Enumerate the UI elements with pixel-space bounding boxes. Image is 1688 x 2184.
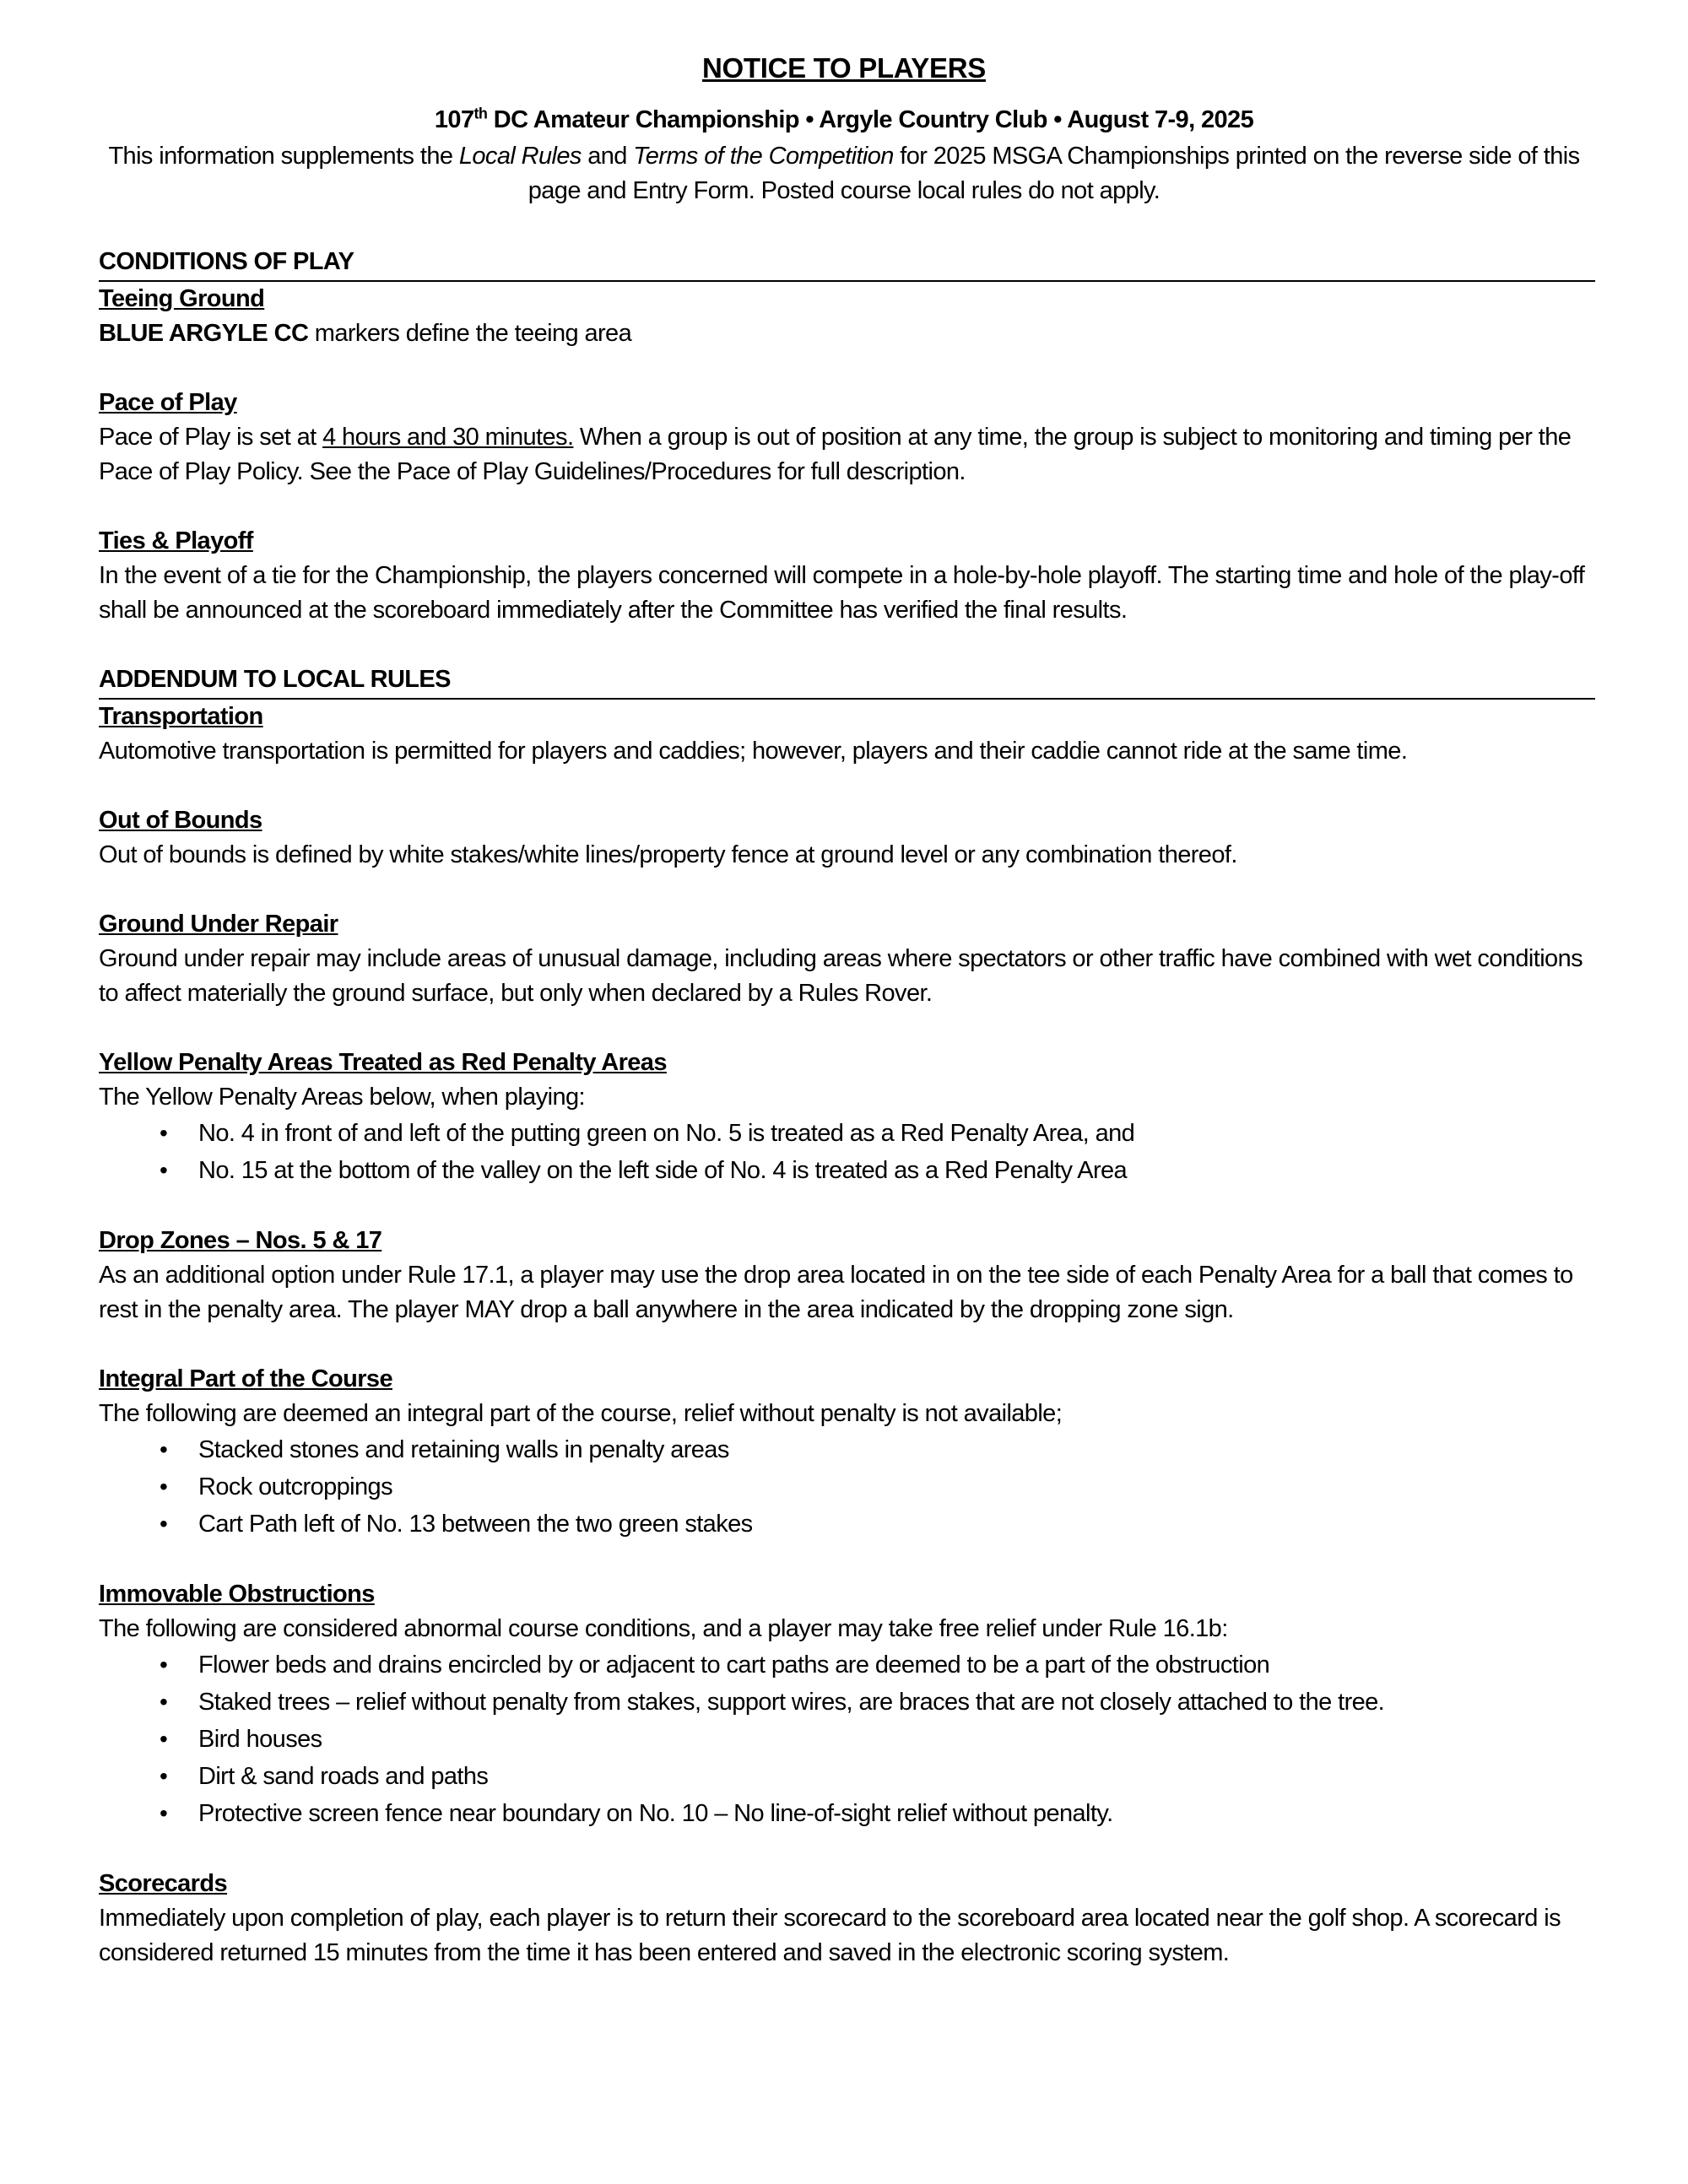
integral-section <box>99 1362 1595 1543</box>
list-item: • No. 4 in front of and left of the putting green on No. 5 is treated as a Red Penalty Area, and <box>99 1115 1595 1152</box>
list-item: • Dirt & sand roads and paths <box>99 1758 1595 1795</box>
intro-terms: Terms of the Competition <box>633 143 894 170</box>
event-details: DC Amateur Championship • Argyle Country Club • August 7-9, 2025 <box>487 106 1254 133</box>
drop-section <box>99 1224 1595 1327</box>
scorecards-title: Scorecards <box>99 1870 227 1897</box>
drop-title: Drop Zones – Nos. 5 & 17 <box>99 1227 382 1254</box>
yellow-text: The Yellow Penalty Areas below, when playing: <box>99 1084 585 1111</box>
list-item: • Bird houses <box>99 1721 1595 1758</box>
teeing-markers: BLUE ARGYLE CC <box>99 320 309 347</box>
list-item: • Staked trees – relief without penalty from stakes, support wires, are braces that are not closely attached to the tree. <box>99 1684 1595 1721</box>
scorecards-text: Immediately upon completion of play, each player is to return their scorecard to the scoreboard area located near the golf shop. A scorecard is considered returned 15 minutes from the time it has been entered and saved in the electronic scoring system. <box>99 1905 1561 1966</box>
transportation-title: Transportation <box>99 703 263 730</box>
pace-time-limit: 4 hours and 30 minutes. <box>322 424 574 451</box>
addendum-heading: ADDENDUM TO LOCAL RULES <box>99 662 1595 700</box>
intro-text-2: for 2025 MSGA Championships printed on the reverse side of this page and Entry Form. Posted course local rules do not apply. <box>528 143 1580 204</box>
ties-text: In the event of a tie for the Championship, the players concerned will compete in a hole-by-hole playoff. The starting time and hole of the play-off shall be announced at the scoreboard immediately after the Committee has verified the final results. <box>99 562 1585 624</box>
teeing-section <box>99 282 1595 351</box>
transportation-text: Automotive transportation is permitted for players and caddies; however, players and their caddie cannot ride at the same time. <box>99 738 1408 765</box>
conditions-heading: CONDITIONS OF PLAY <box>99 245 1595 282</box>
intro-paragraph <box>93 139 1595 208</box>
immovable-list <box>99 1646 1595 1832</box>
gur-text: Ground under repair may include areas of unusual damage, including areas where spectators or other traffic have combined with wet conditions to affect materially the ground surface, but only when declared by a Rules Rover. <box>99 945 1582 1007</box>
notice-body <box>99 245 1595 1970</box>
list-item: • Flower beds and drains encircled by or adjacent to cart paths are deemed to be a part of the obstruction <box>99 1646 1595 1684</box>
list-item: • Protective screen fence near boundary on No. 10 – No line-of-sight relief without penalty. <box>99 1795 1595 1832</box>
page-title: NOTICE TO PLAYERS <box>702 52 986 84</box>
scorecards-section <box>99 1867 1595 1970</box>
oob-title: Out of Bounds <box>99 807 262 834</box>
gur-title: Ground Under Repair <box>99 911 338 938</box>
event-ordinal-suffix: th <box>473 105 488 122</box>
pace-text <box>99 420 1595 489</box>
integral-list <box>99 1431 1595 1543</box>
list-item: • Rock outcroppings <box>99 1468 1595 1506</box>
transportation-section <box>99 700 1595 769</box>
integral-title: Integral Part of the Course <box>99 1365 392 1392</box>
gur-section <box>99 907 1595 1011</box>
oob-section <box>99 803 1595 873</box>
pace-text-1: Pace of Play is set at <box>99 424 323 451</box>
list-item: • Stacked stones and retaining walls in penalty areas <box>99 1431 1595 1468</box>
yellow-section <box>99 1046 1595 1189</box>
intro-and: and <box>581 143 634 170</box>
oob-text: Out of bounds is defined by white stakes/white lines/property fence at ground level or any combination thereof. <box>99 841 1237 868</box>
yellow-title: Yellow Penalty Areas Treated as Red Penalty Areas <box>99 1049 667 1076</box>
pace-title: Pace of Play <box>99 389 237 416</box>
ties-title: Ties & Playoff <box>99 527 253 554</box>
drop-text: As an additional option under Rule 17.1, a player may use the drop area located in on the tee side of each Penalty Area for a ball that comes to rest in the penalty area. The player MAY drop a ball anywhere in the area indicated by the dropping zone sign. <box>99 1262 1573 1323</box>
teeing-desc: markers define the teeing area <box>308 320 632 347</box>
intro-local-rules: Local Rules <box>458 143 582 170</box>
teeing-title: Teeing Ground <box>99 285 265 312</box>
yellow-list <box>99 1115 1595 1189</box>
list-item: • Cart Path left of No. 13 between the two green stakes <box>99 1506 1595 1543</box>
intro-text-1: This information supplements the <box>108 143 459 170</box>
pace-section <box>99 386 1595 489</box>
immovable-section <box>99 1577 1595 1832</box>
event-number: 107 <box>434 106 474 133</box>
immovable-text: The following are considered abnormal course conditions, and a player may take free relief under Rule 16.1b: <box>99 1615 1228 1642</box>
immovable-title: Immovable Obstructions <box>99 1581 375 1608</box>
event-subtitle <box>0 106 1688 134</box>
pace-text-2: When a group is out of position at any time, the group is subject to monitoring and timing per the Pace of Play Policy. See the Pace of Play Guidelines/Procedures for full description. <box>99 424 1572 485</box>
integral-text: The following are deemed an integral part of the course, relief without penalty is not available; <box>99 1400 1063 1427</box>
teeing-text <box>99 316 1595 351</box>
list-item: • No. 15 at the bottom of the valley on the left side of No. 4 is treated as a Red Penalty Area <box>99 1152 1595 1189</box>
ties-section <box>99 524 1595 628</box>
